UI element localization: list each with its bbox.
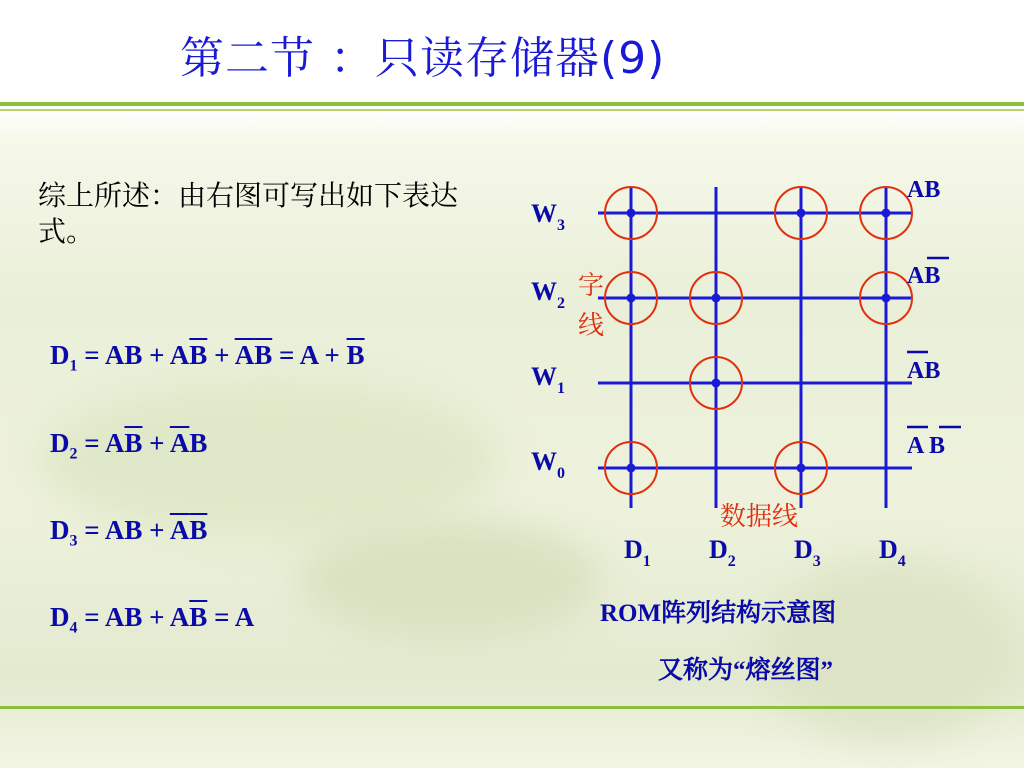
- data-lines: [631, 187, 886, 508]
- equation-d2: $D_2 = A\overline{B} + \overline{A}B$: [50, 428, 208, 463]
- word-line-label-1: 字: [578, 271, 605, 300]
- term-abar-bbar: A B: [907, 433, 946, 459]
- word-lines: [598, 213, 912, 468]
- data-line-label: 数据线: [720, 502, 799, 532]
- label-w3: $W_3$: [531, 199, 565, 234]
- term-ab-bar: AB: [907, 263, 941, 289]
- word-line-label-2: 线: [578, 311, 605, 340]
- label-d2: $D_2$: [709, 535, 736, 570]
- intro-text: 综上所述：由右图可写出如下表达式。: [38, 179, 459, 248]
- equation-d1: $D_1$ = AB + $A\overline{B} + \overline{A}\overline{B} = A + \overline{B}$: [50, 340, 365, 375]
- caption-fuse: 又称为“熔丝图”: [658, 657, 834, 684]
- label-d4: $D_4$: [879, 535, 906, 570]
- caption-rom: ROM阵列结构示意图: [600, 600, 837, 627]
- fuse-circles: [605, 187, 912, 494]
- label-w2: $W_2$: [531, 277, 565, 312]
- term-ab: AB: [907, 177, 941, 203]
- slide-title: 第二节 ：只读存储器(9): [180, 33, 666, 84]
- term-abar-b: AB: [907, 358, 941, 384]
- equation-d4: $D_4$ = AB + $A\overline{B} = A$: [50, 602, 255, 637]
- label-w1: $W_1$: [531, 362, 565, 397]
- label-d3: $D_3$: [794, 535, 821, 570]
- equation-d3: $D_3$ = AB + $\overline{A}\overline{B}$: [50, 515, 208, 550]
- label-d1: $D_1$: [624, 535, 651, 570]
- label-w0: $W_0$: [531, 447, 565, 482]
- fuse-dots: [627, 209, 891, 473]
